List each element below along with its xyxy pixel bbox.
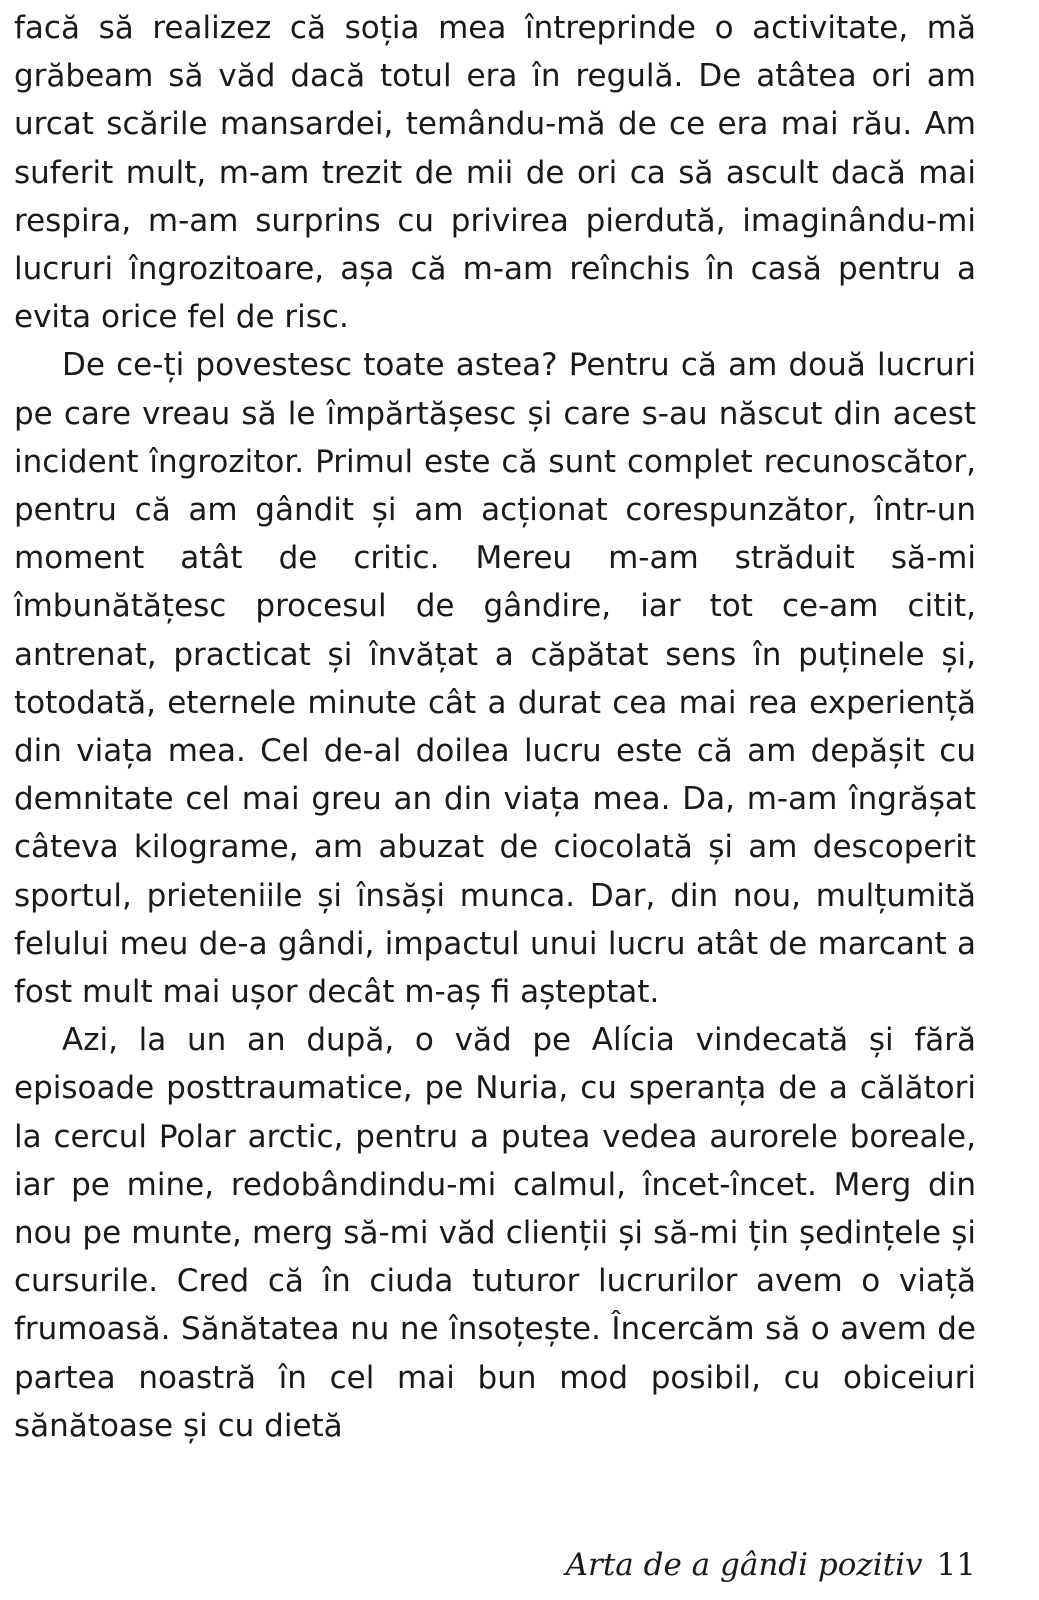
book-title: Arta de a gândi pozitiv xyxy=(565,1547,923,1583)
running-footer xyxy=(566,1543,976,1587)
paragraph-continuation: facă să realizez că soția mea întreprinde o activitate, mă grăbeam să văd dacă totul era în regulă. De atâtea ori am urcat scările mansardei, temându-mă de ce era mai rău. Am suferit mult, m-am trezit de mii de ori ca să ascult dacă mai respira, m-am surprins cu privirea pierdută, imaginându-mi lucruri îngrozitoare, așa că m-am reînchis în casă pentru a evita orice fel de risc. xyxy=(14,10,976,336)
page-body xyxy=(14,4,976,1524)
paragraph-why-tell: De ce-ți povestesc toate astea? Pentru că am două lucruri pe care vreau să le împărtășesc și care s-au născut din acest incident îngrozitor. Primul este că sunt complet recunoscător, pentru că am gândit și am acționat corespunzător, într-un moment atât de critic. Mereu m-am străduit să-mi îmbunătățesc procesul de gândire, iar tot ce-am citit, antrenat, practicat și învățat a căpătat sens în puținele și, totodată, eternele minute cât a durat cea mai rea experiență din viața mea. Cel de-al doilea lucru este că am depășit cu demnitate cel mai greu an din viața mea. Da, m-am îngrășat câteva kilograme, am abuzat de ciocolată și am descoperit sportul, prieteniile și însăși munca. Dar, din nou, mulțumită felului meu de-a gândi, impactul unui lucru atât de marcant a fost mult mai ușor decât m-aș fi așteptat. xyxy=(14,347,976,1011)
page-number: 11 xyxy=(936,1547,976,1583)
paragraph-a-year-later: Azi, la un an după, o văd pe Alícia vindecată și fără episoade posttraumatice, pe Nuria, cu speranța de a călători la cercul Polar arctic, pentru a putea vedea aurorele boreale, iar pe mine, redobândindu-mi calmul, încet-încet. Merg din nou pe munte, merg să-mi văd clienții și să-mi țin ședințele și cursurile. Cred că în ciuda tuturor lucrurilor avem o viață frumoasă. Sănătatea nu ne însoțește. Încercăm să o avem de partea noastră în cel mai bun mod posibil, cu obiceiuri sănătoase și cu dietă xyxy=(14,1022,976,1444)
